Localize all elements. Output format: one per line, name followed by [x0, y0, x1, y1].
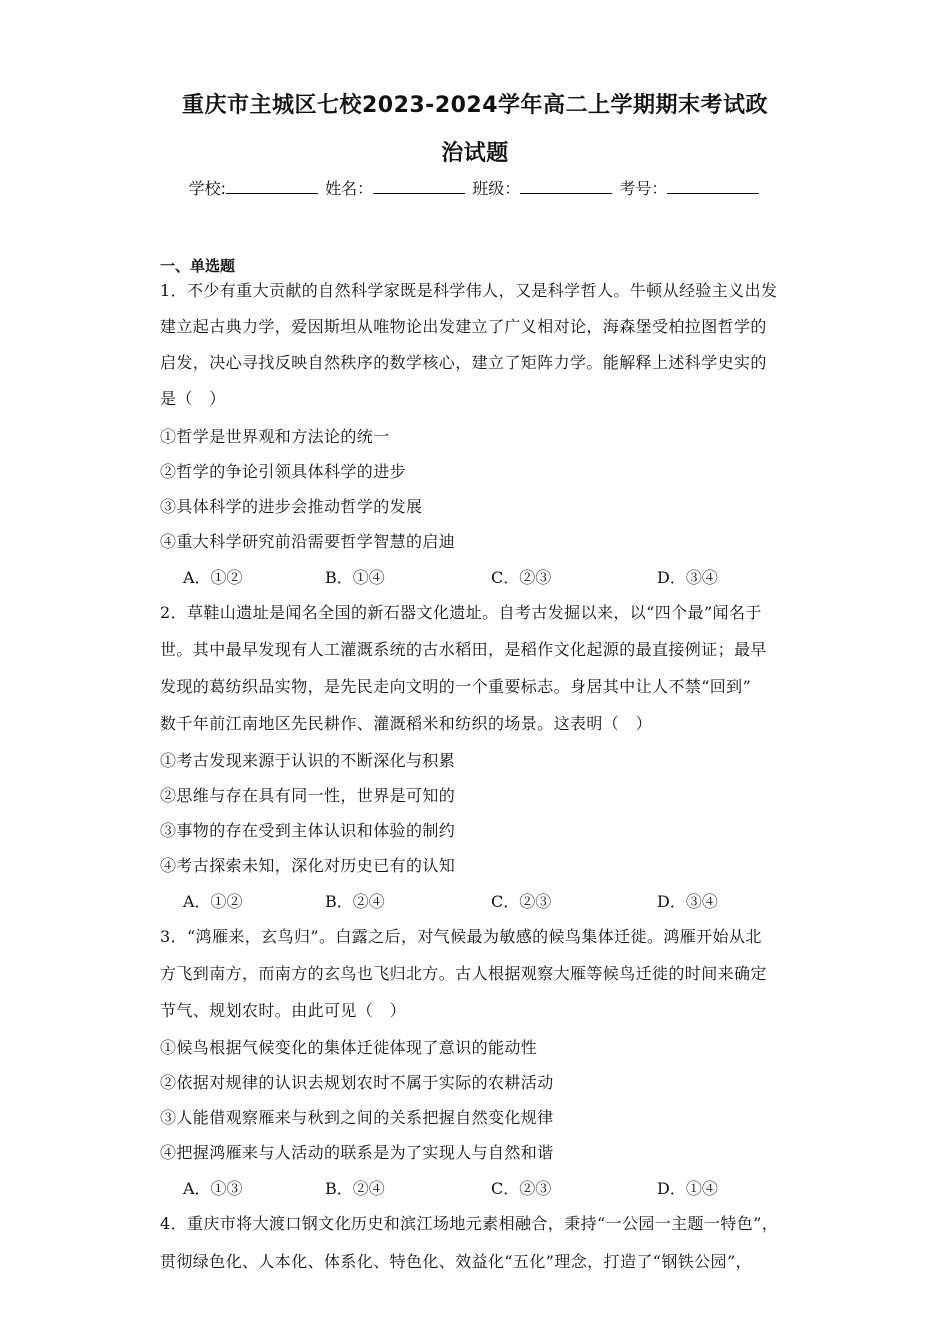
- q2-stem-line: 世。其中最早发现有人工灌溉系统的古水稻田，是稻作文化起源的最直接例证；最早: [160, 640, 767, 659]
- q1-statement: ③具体科学的进步会推动哲学的发展: [160, 497, 423, 516]
- id-label: 考号：: [619, 179, 668, 198]
- name-label: 姓名：: [325, 179, 374, 198]
- name-blank: [373, 179, 465, 194]
- q3-statement: ④把握鸿雁来与人活动的联系是为了实现人与自然和谐: [160, 1143, 554, 1162]
- q4-stem-line: 4．重庆市将大渡口钢文化历史和滨江场地元素相融合，秉持“一公园一主题一特色”，: [160, 1214, 779, 1233]
- exam-title-line1: 重庆市主城区七校2023-2024学年高二上学期期末考试政: [181, 93, 769, 118]
- q1-option-b[interactable]: B．①④: [325, 568, 385, 587]
- q1-option-d[interactable]: D．③④: [657, 568, 718, 587]
- q3-statement: ③人能借观察雁来与秋到之间的关系把握自然变化规律: [160, 1108, 554, 1127]
- q2-option-c[interactable]: C．②③: [491, 892, 552, 911]
- q4-stem-line: 贯彻绿色化、人本化、体系化、特色化、效益化“五化”理念，打造了“钢铁公园”，: [160, 1252, 752, 1271]
- q3-statement: ②依据对规律的认识去规划农时不属于实际的农耕活动: [160, 1073, 554, 1092]
- q2-option-b[interactable]: B．②④: [325, 892, 385, 911]
- id-blank: [667, 179, 759, 194]
- student-info-row: [0, 176, 950, 199]
- q1-statement: ②哲学的争论引领具体科学的进步: [160, 462, 407, 481]
- school-blank: [226, 179, 318, 194]
- q1-option-a[interactable]: A．①②: [183, 568, 243, 587]
- q1-stem-line: 是（ ）: [160, 389, 226, 408]
- q3-option-a[interactable]: A．①③: [183, 1179, 243, 1198]
- q3-option-d[interactable]: D．①④: [657, 1179, 718, 1198]
- q2-statement: ④考古探索未知，深化对历史已有的认知: [160, 856, 456, 875]
- q3-statement: ①候鸟根据气候变化的集体迁徙体现了意识的能动性: [160, 1038, 538, 1057]
- q1-stem-line: 建立起古典力学，爱因斯坦从唯物论出发建立了广义相对论，海森堡受柏拉图哲学的: [160, 317, 767, 336]
- q1-statement: ①哲学是世界观和方法论的统一: [160, 427, 390, 446]
- q3-stem-line: 3．“鸿雁来，玄鸟归”。白露之后，对气候最为敏感的候鸟集体迁徙。鸿雁开始从北: [160, 927, 762, 946]
- q1-statement: ④重大科学研究前沿需要哲学智慧的启迪: [160, 532, 456, 551]
- q1-option-c[interactable]: C．②③: [491, 568, 552, 587]
- section-title: 一、单选题: [160, 257, 236, 275]
- class-label: 班级：: [472, 179, 521, 198]
- school-label: 学校:: [188, 179, 227, 198]
- q3-stem-line: 节气、规划农时。由此可见（ ）: [160, 1001, 407, 1020]
- q3-option-b[interactable]: B．②④: [325, 1179, 385, 1198]
- q2-stem-line: 2．草鞋山遗址是闻名全国的新石器文化遗址。自考古发掘以来，以“四个最”闻名于: [160, 603, 762, 622]
- q3-option-c[interactable]: C．②③: [491, 1179, 552, 1198]
- class-blank: [520, 179, 612, 194]
- q1-stem-line: 1．不少有重大贡献的自然科学家既是科学伟人，又是科学哲人。牛顿从经验主义出发: [160, 281, 778, 300]
- q2-stem-line: 数千年前江南地区先民耕作、灌溉稻米和纺织的场景。这表明（ ）: [160, 714, 653, 733]
- exam-title-line2: 治试题: [441, 141, 509, 166]
- q2-option-a[interactable]: A．①②: [183, 892, 243, 911]
- q2-statement: ①考古发现来源于认识的不断深化与积累: [160, 751, 456, 770]
- q2-statement: ③事物的存在受到主体认识和体验的制约: [160, 821, 456, 840]
- q3-stem-line: 方飞到南方，而南方的玄鸟也飞归北方。古人根据观察大雁等候鸟迁徙的时间来确定: [160, 964, 767, 983]
- q2-option-d[interactable]: D．③④: [657, 892, 718, 911]
- q2-statement: ②思维与存在具有同一性，世界是可知的: [160, 786, 456, 805]
- q2-stem-line: 发现的葛纺织品实物，是先民走向文明的一个重要标志。身居其中让人不禁“回到”: [160, 677, 752, 696]
- q1-stem-line: 启发，决心寻找反映自然秩序的数学核心，建立了矩阵力学。能解释上述科学史实的: [160, 353, 767, 372]
